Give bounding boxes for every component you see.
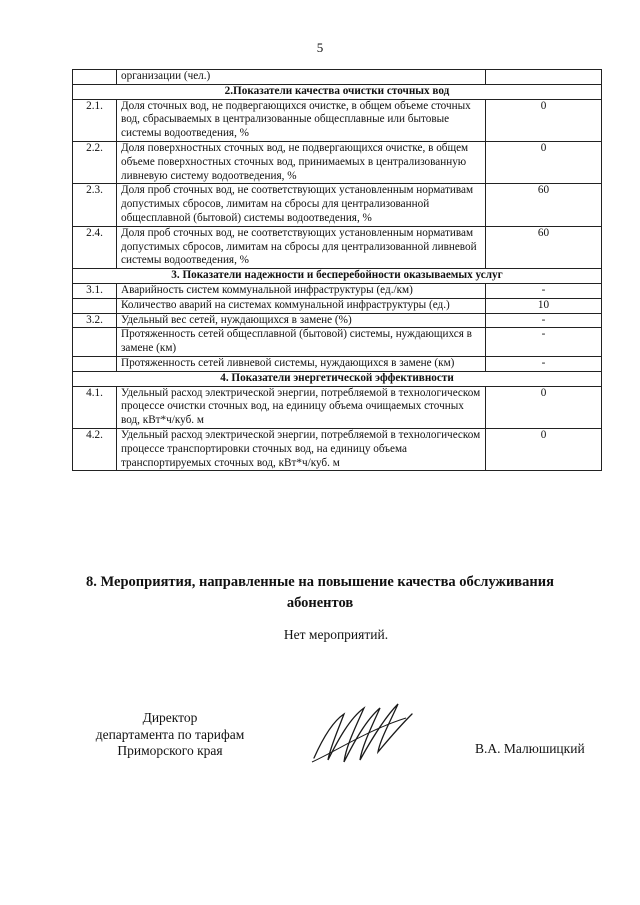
table-row [73,70,602,85]
table-row [73,283,602,298]
indicator-number: 2.4. [73,226,117,268]
table-row [73,328,602,357]
section-row [73,84,602,99]
signature-image [308,700,418,768]
section-title: 3. Показатели надежности и бесперебойности оказываемых услуг [73,269,602,284]
table-row [73,428,602,470]
indicator-name: организации (чел.) [117,70,486,85]
indicator-value: - [486,328,602,357]
table-row [73,141,602,183]
table-row [73,298,602,313]
indicator-number: 4.1. [73,386,117,428]
table-row [73,356,602,371]
indicator-name: Протяженность сетей общесплавной (бытовой) системы, нуждающихся в замене (км) [117,328,486,357]
table-row [73,386,602,428]
page-number: 5 [316,40,324,55]
indicator-number: 3.2. [73,313,117,328]
section-title: 2.Показатели качества очистки сточных вод [73,84,602,99]
indicator-value: 0 [486,386,602,428]
indicator-name: Аварийность систем коммунальной инфраструктуры (ед./км) [117,283,486,298]
indicator-number: 4.2. [73,428,117,470]
position-line: Приморского края [117,743,223,758]
section-title: 4. Показатели энергетической эффективности [73,371,602,386]
indicator-number: 2.3. [73,184,117,226]
indicator-value: 60 [486,184,602,226]
indicators-table [72,69,602,471]
table-row [73,99,602,141]
indicator-number: 2.2. [73,141,117,183]
indicator-name: Удельный вес сетей, нуждающихся в замене (%) [117,313,486,328]
section-8-heading: 8. Мероприятия, направленные на повышение качества обслуживания абонентов [86,574,554,611]
indicator-name: Доля проб сточных вод, не соответствующих установленным нормативам допустимых сбросов, лимитам на сбросы для централизованной ливневой системы водоотведения, % [117,226,486,268]
indicator-number: 2.1. [73,99,117,141]
position-line: Директор [142,710,198,725]
table-row [73,184,602,226]
indicator-value: - [486,283,602,298]
indicator-value: - [486,356,602,371]
signatory-position [70,710,270,760]
section-row [73,269,602,284]
indicator-value: - [486,313,602,328]
indicator-value: 0 [486,99,602,141]
indicator-value: 0 [486,428,602,470]
indicator-number [73,298,117,313]
section-8-body: Нет мероприятий. [283,627,389,642]
section-row [73,371,602,386]
indicator-name: Доля проб сточных вод, не соответствующих установленным нормативам допустимых сбросов, лимитам на сбросы для централизованной общесплавной (бытовой) системы водоотведения, % [117,184,486,226]
signatory-name: В.А. Малюшицкий [475,741,585,756]
indicator-value: 60 [486,226,602,268]
indicator-name: Протяженность сетей ливневой системы, нуждающихся в замене (км) [117,356,486,371]
indicator-value [486,70,602,85]
indicator-number [73,356,117,371]
indicator-number [73,70,117,85]
table-row [73,226,602,268]
table-body [73,70,602,471]
table-row [73,313,602,328]
indicator-number [73,328,117,357]
indicator-name: Удельный расход электрической энергии, потребляемой в технологическом процессе очистки сточных вод, на единицу объема очищаемых сточных вод, кВт*ч/куб. м [117,386,486,428]
position-line: департамента по тарифам [95,726,245,742]
indicator-name: Удельный расход электрической энергии, потребляемой в технологическом процессе транспортировки сточных вод, на единицу объема транспортируемых сточных вод, кВт*ч/куб. м [117,428,486,470]
indicator-name: Количество аварий на системах коммунальной инфраструктуры (ед.) [117,298,486,313]
indicator-value: 0 [486,141,602,183]
indicator-value: 10 [486,298,602,313]
indicator-number: 3.1. [73,283,117,298]
indicator-name: Доля поверхностных сточных вод, не подвергающихся очистке, в общем объеме поверхностных сточных вод, принимаемых в централизованную ливневую систему водоотведения, % [117,141,486,183]
indicator-name: Доля сточных вод, не подвергающихся очистке, в общем объеме сточных вод, сбрасываемых в централизованные общесплавные или бытовые системы водоотведения, % [117,99,486,141]
